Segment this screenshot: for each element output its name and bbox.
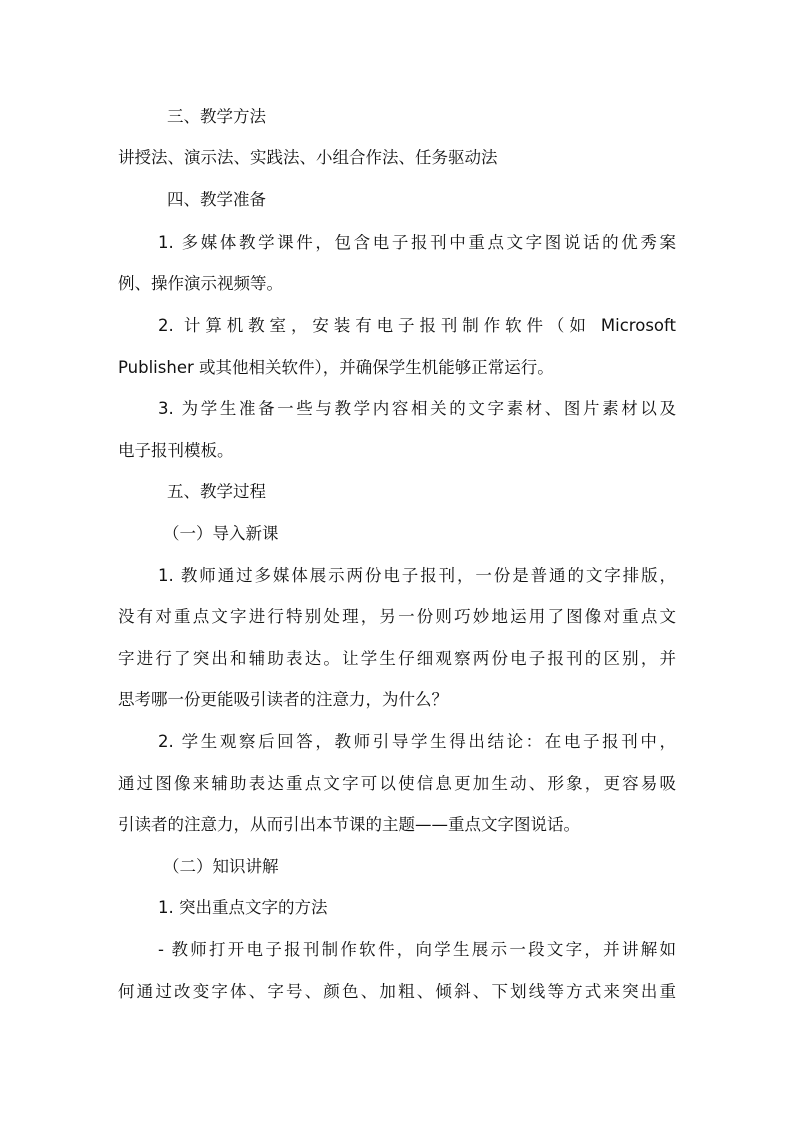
paragraph-line: 何通过改变字体、字号、颜色、加粗、倾斜、下划线等方式来突出重 — [118, 982, 676, 1001]
paragraph-line: 电子报刊模板。 — [118, 441, 234, 460]
section-heading-teaching-process: 五、教学过程 — [167, 482, 266, 501]
paragraph-line: 1. 教师通过多媒体展示两份电子报刊，一份是普通的文字排版， — [158, 566, 676, 585]
section-heading-teaching-preparation: 四、教学准备 — [167, 190, 266, 209]
paragraph-line: 引读者的注意力，从而引出本节课的主题——重点文字图说话。 — [118, 815, 580, 834]
paragraph-line: 思考哪一份更能吸引读者的注意力，为什么？ — [118, 690, 448, 709]
subsection-heading-knowledge: （二）知识讲解 — [163, 857, 279, 876]
paragraph-line: 例、操作演示视频等。 — [118, 274, 283, 293]
paragraph-line: Publisher 或其他相关软件），并确保学生机能够正常运行。 — [118, 358, 554, 377]
paragraph-line: 2. 学生观察后回答，教师引导学生得出结论：在电子报刊中， — [158, 732, 676, 751]
paragraph-line: 没有对重点文字进行特别处理，另一份则巧妙地运用了图像对重点文 — [118, 607, 676, 626]
paragraph-line: - 教师打开电子报刊制作软件，向学生展示一段文字，并讲解如 — [158, 940, 676, 959]
paragraph-line: 字进行了突出和辅助表达。让学生仔细观察两份电子报刊的区别，并 — [118, 649, 676, 668]
paragraph-line: 讲授法、演示法、实践法、小组合作法、任务驱动法 — [118, 148, 498, 167]
subsection-heading-intro: （一）导入新课 — [163, 524, 279, 543]
paragraph-line: 2. 计算机教室，安装有电子报刊制作软件（如 Microsoft — [158, 316, 676, 335]
paragraph-line: 1. 突出重点文字的方法 — [158, 898, 328, 917]
paragraph-line: 通过图像来辅助表达重点文字可以使信息更加生动、形象，更容易吸 — [118, 774, 676, 793]
section-heading-teaching-methods: 三、教学方法 — [167, 107, 266, 126]
paragraph-line: 3. 为学生准备一些与教学内容相关的文字素材、图片素材以及 — [158, 399, 676, 418]
paragraph-line: 1. 多媒体教学课件，包含电子报刊中重点文字图说话的优秀案 — [158, 233, 676, 252]
